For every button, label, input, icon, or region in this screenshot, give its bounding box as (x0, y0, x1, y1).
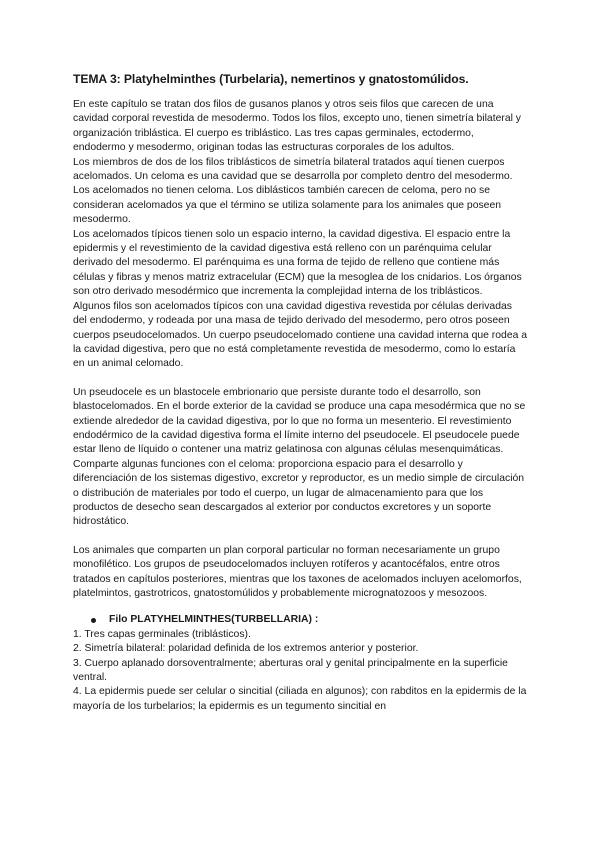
bullet-heading-text: Filo PLATYHELMINTHES(TURBELLARIA) : (109, 614, 319, 626)
paragraph-acelomados: Los miembros de dos de los filos triblásticos de simetría bilateral tratados aquí tienen cuerpos acelomados. Un celoma es una cavidad que se desarrolla por completo dentro del mesodermo. Los acelomados no tienen celoma. Los diblásticos también carecen de celoma, pero no se consideran acelomados ya que el término se utiliza solamente para los animales que poseen mesodermo. (73, 156, 513, 226)
characteristics-list (73, 628, 528, 714)
paragraph-pseudocele: Un pseudocele es un blastocele embrionario que persiste durante todo el desarrollo, son blastocelomados. En el borde exterior de la cavidad se produce una capa mesodérmica que no se extiende alrededor de la cavidad digestiva, por lo que no forma un mesenterio. El revestimiento endodérmico de la cavidad digestiva forma el límite interno del pseudocele. El pseudocele puede estar lleno de líquido o contener una matriz gelatinosa con algunas células mesenquimáticas. Comparte algunas funciones con el celoma: proporciona espacio para el desarrollo y diferenciación de los sistemas digestivo, excretor y reproductor, es un medio simple de circulación o distribución de materiales por todo el cuerpo, un lugar de almacenamiento para que los productos de desecho sean descargados al exterior por conductos excretores y un soporte hidrostático. (73, 386, 526, 528)
spacer (73, 372, 528, 386)
paragraph-pseudocelomados: Algunos filos son acelomados típicos con una cavidad digestiva revestida por células derivadas del endodermo, y rodeada por una masa de tejido derivado del mesodermo, pero otros poseen cuerpos pseudocelomados. Un cuerpo pseudocelomado contiene una cavidad interna que rodea a la cavidad digestiva, pero que no está completamente revestida de mesodermo, como lo estaría en un animal celomado. (73, 300, 528, 370)
spacer (73, 530, 528, 544)
list-item: 4. La epidermis puede ser celular o sincitial (ciliada en algunos); con rabditos en la epidermis de la mayoría de los turbelarios; la epidermis es un tegumento sincitial en (73, 686, 527, 712)
list-item: 3. Cuerpo aplanado dorsoventralmente; aberturas oral y genital principalmente en la superficie ventral. (73, 657, 508, 684)
spacer (73, 601, 528, 613)
list-item: 1. Tres capas germinales (triblásticos). (73, 628, 251, 640)
paragraph-intro: En este capítulo se tratan dos filos de gusanos planos y otros seis filos que carecen de una cavidad corporal revestida de mesodermo. Todos los filos, excepto uno, tienen simetría bilateral y organización triblástica. El cuerpo es triblástico. Las tres capas germinales, ectodermo, endodermo y mesodermo, originan todas las estructuras corporales de los adultos. (73, 99, 521, 154)
paragraph-parenquima: Los acelomados típicos tienen solo un espacio interno, la cavidad digestiva. El espacio entre la epidermis y el revestimiento de la cavidad digestiva está relleno con un parénquima celular derivado del mesodermo. El parénquima es una forma de tejido de relleno que contiene más células y fibras y menos matriz extracelular (ECM) que la mesoglea de los cnidarios. Los órganos son otro derivado mesodérmico que incrementa la complejidad interna de los triblásticos. (73, 228, 522, 298)
list-item: 2. Simetría bilateral: polaridad definida de los extremos anterior y posterior. (73, 643, 419, 655)
paragraph-monofiletico: Los animales que comparten un plan corporal particular no forman necesariamente un grupo monofilético. Los grupos de pseudocelomados incluyen rotíferos y acantocéfalos, entre otros tratados en capítulos posteriores, mientras que los taxones de acelomados incluyen acelomorfos, platelmintos, gastrotricos, gnatostomúlidos y probablemente micrognatozoos y mesozoos. (73, 544, 522, 599)
bullet-heading (73, 613, 528, 627)
document-title: TEMA 3: Platyhelminthes (Turbelaria), nemertinos y gnatostomúlidos. (73, 72, 469, 86)
